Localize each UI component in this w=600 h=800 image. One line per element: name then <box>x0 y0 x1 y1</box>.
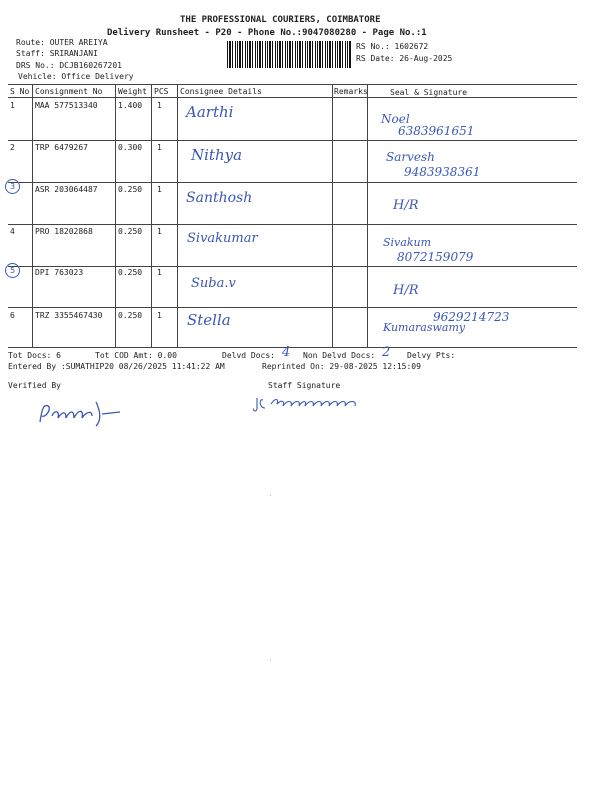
col-divider <box>332 84 333 347</box>
circled-number-annotation: 5 <box>5 263 20 278</box>
drs-number: DRS No.: DCJB160267201 <box>16 61 122 70</box>
entered-by: Entered By :SUMATHIP20 08/26/2025 11:41:22 AM <box>8 362 225 371</box>
row-sno: 2 <box>10 143 15 152</box>
row-pcs: 1 <box>157 143 162 152</box>
seal-phone-handwriting: 9483938361 <box>404 165 481 179</box>
row-consignment-no: ASR 203064487 <box>35 185 98 194</box>
barcode <box>227 41 351 68</box>
header-sno: S No <box>10 87 30 96</box>
col-divider <box>32 84 33 347</box>
table-header-border <box>8 97 577 98</box>
col-divider <box>177 84 178 347</box>
header-pcs: PCS <box>154 87 169 96</box>
row-pcs: 1 <box>157 311 162 320</box>
consignee-handwriting: Sivakumar <box>187 231 258 246</box>
col-divider <box>115 84 116 347</box>
rs-date: RS Date: 26-Aug-2025 <box>356 54 453 63</box>
consignee-handwriting: Santhosh <box>186 190 253 206</box>
col-divider <box>151 84 152 347</box>
header-consignment-no: Consignment No <box>35 87 103 96</box>
delivered-docs-handwriting: 4 <box>282 345 291 360</box>
row-consignment-no: TRZ 3355467430 <box>35 311 103 320</box>
row-consignment-no: MAA 577513340 <box>35 101 98 110</box>
row-divider <box>8 266 577 267</box>
row-divider <box>8 140 577 141</box>
seal-phone-handwriting: 6383961651 <box>398 124 475 138</box>
row-weight: 1.400 <box>118 101 143 110</box>
row-weight: 0.250 <box>118 311 143 320</box>
row-consignment-no: TRP 6479267 <box>35 143 88 152</box>
row-divider <box>8 182 577 183</box>
runsheet-title: Delivery Runsheet - P20 - Phone No.:9047080280 - Page No.:1 <box>107 28 427 38</box>
reprinted-on: Reprinted On: 29-08-2025 12:15:09 <box>262 362 421 371</box>
table-top-border <box>8 84 577 85</box>
rs-number: RS No.: 1602672 <box>356 42 429 51</box>
header-seal-signature: Seal & Signature <box>390 88 468 97</box>
seal-handwriting: Sivakum <box>383 236 432 249</box>
route-label: Route: OUTER AREIYA <box>16 38 108 47</box>
header-weight: Weight <box>118 87 147 96</box>
staff-signature-label: Staff Signature <box>268 381 341 390</box>
row-sno: 4 <box>10 227 15 236</box>
header-remarks: Remarks <box>334 87 368 96</box>
row-divider <box>8 307 577 308</box>
circled-number-annotation: 3 <box>5 179 20 194</box>
staff-signature-image <box>253 392 363 414</box>
scan-dot <box>270 660 271 661</box>
staff-label: Staff: SRIRANJANI <box>16 49 98 58</box>
seal-handwriting: Kumaraswamy <box>383 321 466 334</box>
table-bottom-border <box>8 347 577 348</box>
row-divider <box>8 224 577 225</box>
row-pcs: 1 <box>157 101 162 110</box>
row-pcs: 1 <box>157 227 162 236</box>
row-pcs: 1 <box>157 268 162 277</box>
consignee-handwriting: Nithya <box>191 146 243 164</box>
company-title: THE PROFESSIONAL COURIERS, COIMBATORE <box>180 15 381 25</box>
seal-phone-handwriting: 9629214723 <box>433 310 510 324</box>
row-pcs: 1 <box>157 185 162 194</box>
row-consignment-no: PRO 18202868 <box>35 227 93 236</box>
row-consignment-no: DPI 763023 <box>35 268 84 277</box>
total-cod-amount: Tot COD Amt: 0.00 <box>95 351 177 360</box>
row-weight: 0.250 <box>118 268 143 277</box>
row-weight: 0.250 <box>118 227 143 236</box>
vehicle-label: Vehicle: Office Delivery <box>18 72 134 81</box>
row-weight: 0.300 <box>118 143 143 152</box>
seal-handwriting: H/R <box>393 283 419 298</box>
total-docs: Tot Docs: 6 <box>8 351 61 360</box>
seal-handwriting: Noel <box>381 112 410 126</box>
seal-phone-handwriting: 8072159079 <box>397 250 474 264</box>
consignee-handwriting: Aarthi <box>186 103 234 121</box>
col-divider <box>367 84 368 347</box>
consignee-handwriting: Stella <box>187 311 231 329</box>
delivery-points-label: Delvy Pts: <box>407 351 456 360</box>
row-weight: 0.250 <box>118 185 143 194</box>
scan-dot <box>270 495 271 496</box>
consignee-handwriting: Suba.v <box>191 276 236 291</box>
delivered-docs-label: Delvd Docs: <box>222 351 275 360</box>
seal-handwriting: H/R <box>393 198 419 213</box>
non-delivered-docs-label: Non Delvd Docs: <box>303 351 376 360</box>
header-consignee-details: Consignee Details <box>180 87 262 96</box>
non-delivered-docs-handwriting: 2 <box>382 345 391 360</box>
verified-by-signature <box>36 396 136 430</box>
seal-handwriting: Sarvesh <box>386 150 435 164</box>
row-sno: 1 <box>10 101 15 110</box>
row-sno: 6 <box>10 311 15 320</box>
verified-by-label: Verified By <box>8 381 61 390</box>
